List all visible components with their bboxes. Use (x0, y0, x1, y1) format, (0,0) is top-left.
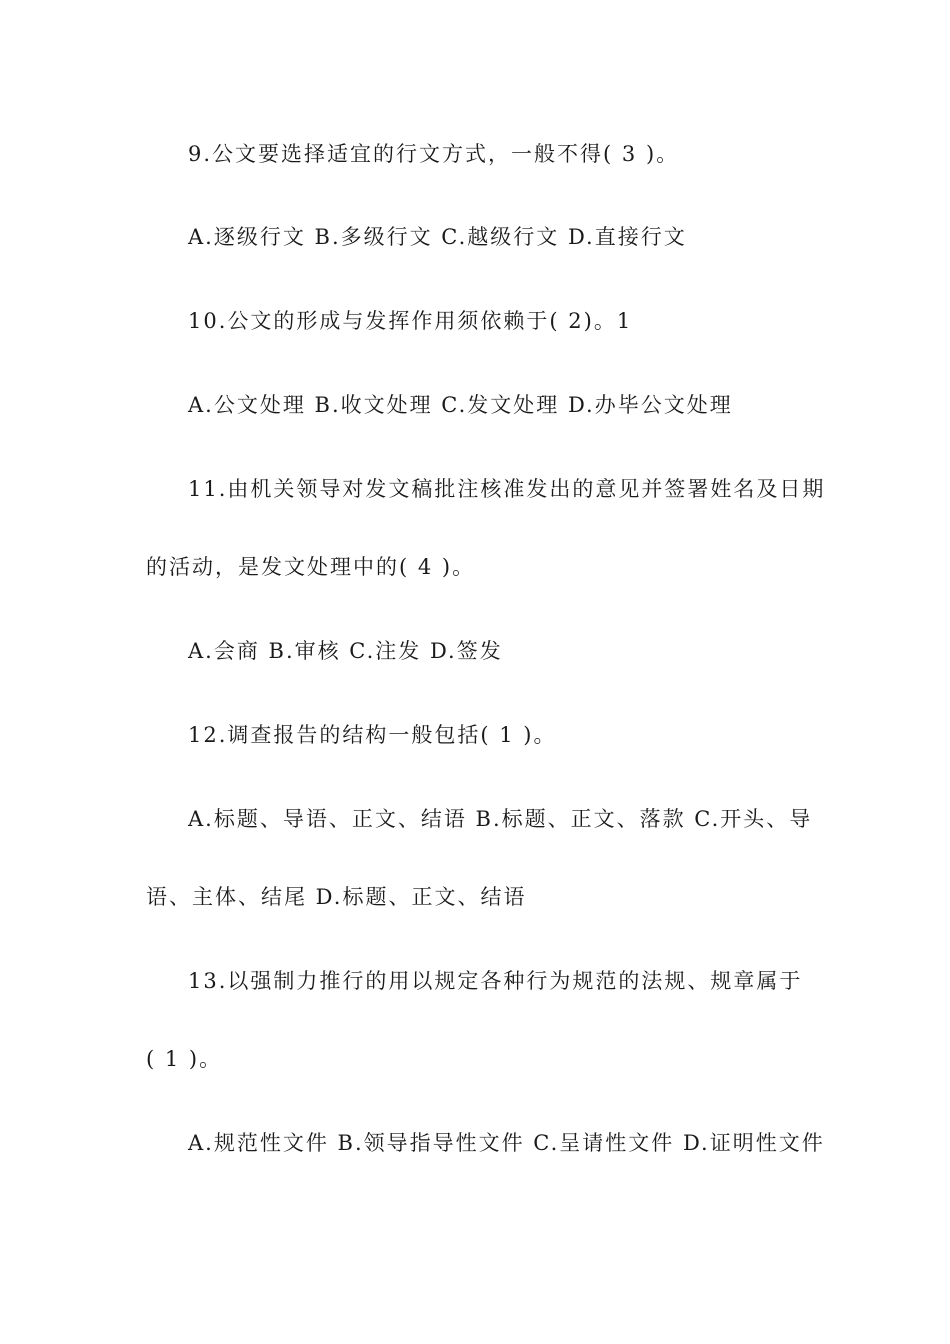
question-12-options: A.标题、导语、正文、结语 B.标题、正文、落款 C.开头、导 (188, 807, 813, 831)
question-11-continued: 的活动，是发文处理中的( 4 )。 (146, 555, 476, 579)
question-9-options: A.逐级行文 B.多级行文 C.越级行文 D.直接行文 (188, 225, 687, 249)
question-10: 10.公文的形成与发挥作用须依赖于( 2)。1 (188, 309, 633, 333)
question-13-options: A.规范性文件 B.领导指导性文件 C.呈请性文件 D.证明性文件 (188, 1131, 825, 1155)
question-12-options-continued: 语、主体、结尾 D.标题、正文、结语 (146, 885, 527, 909)
question-12: 12.调查报告的结构一般包括( 1 )。 (188, 723, 557, 747)
question-10-options: A.公文处理 B.收文处理 C.发文处理 D.办毕公文处理 (188, 393, 733, 417)
question-13: 13.以强制力推行的用以规定各种行为规范的法规、规章属于 (188, 969, 803, 993)
question-11-options: A.会商 B.审核 C.注发 D.签发 (188, 639, 503, 663)
question-13-continued: ( 1 )。 (146, 1047, 223, 1071)
question-11: 11.由机关领导对发文稿批注核准发出的意见并签署姓名及日期 (188, 477, 826, 501)
question-9: 9.公文要选择适宜的行文方式，一般不得( 3 )。 (188, 142, 680, 166)
